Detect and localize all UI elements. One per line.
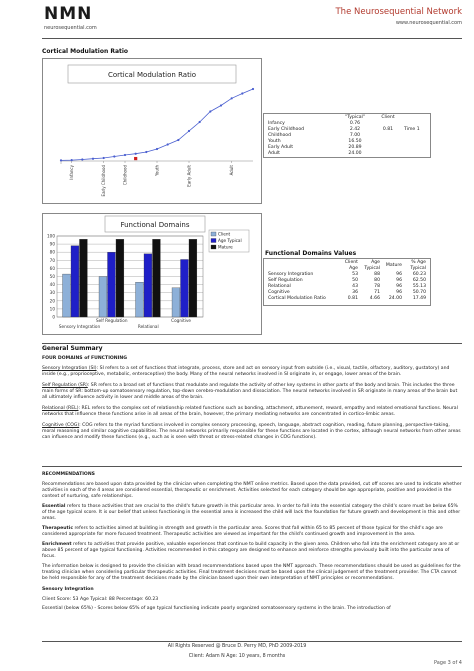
data-point: [241, 92, 243, 94]
data-point: [124, 154, 126, 156]
enrichment-term: Enrichment: [42, 542, 72, 547]
legend-label: Age Typical: [218, 238, 242, 244]
bar: [108, 252, 116, 317]
cell-typical: 20.89: [348, 145, 362, 150]
logo-subtitle: neurosequential.com: [44, 25, 97, 31]
header-divider: [42, 38, 462, 39]
legend-label: Client: [218, 231, 231, 237]
bar: [136, 282, 144, 317]
cog-term: Cognitive (COG): [42, 423, 80, 428]
bar: [116, 239, 124, 317]
data-point: [167, 143, 169, 145]
cell-value: 80: [374, 278, 380, 283]
summary-title: General Summary: [42, 345, 103, 352]
x-tick-label: Sensory Integration: [58, 324, 101, 329]
si-section-title: Sensory Integration: [42, 587, 94, 592]
rel-paragraph: [42, 406, 462, 418]
cog-text: : COG refers to the myriad functions involved in complex sensory processing, speech, language, abstract cognition, reading, future planning, perspective-taking, moral reasoning and similar cognitive capabilities. The neural networks primarily responsible for these functions are located in the cortex, although neural networks from other areas can influence and modify these functions (e.g., such as is seen with threat or stress-related changes in COG functions).: [42, 423, 461, 440]
functional-chart-title: Functional Domains: [120, 221, 190, 229]
cell-value: 78: [374, 284, 380, 289]
y-tick-label: 30: [49, 290, 55, 296]
x-tick-label: Relational: [137, 324, 159, 329]
page-number: Page 3 of 4: [433, 660, 462, 666]
y-tick-label: 80: [49, 249, 55, 255]
rel-text: : REL refers to the complex set of relationship related functions such as bonding, attachment, attunement, reward, empathy and related emotional functions. Neural networks that influence these functions arise in all areas of the brain, however, the primary mediating networks are concentrated in cortico-limbic areas.: [42, 406, 458, 417]
si-text: : SI refers to a set of functions that integrate, process, store and act on sensory input from outside (i.e., visual, tactile, olfactory, auditory, gustatory) and inside (e.g., proprioceptive, metabolic, enteroceptive) the body. Many of the neural networks involved in SI originate in, or engage, lower areas of the brain.: [42, 366, 450, 377]
cell-note: [402, 151, 422, 157]
x-tick-label: Childhood: [122, 165, 128, 186]
cell-label: Youth: [268, 139, 281, 144]
x-tick-label: Adult: [229, 165, 235, 176]
col-header-age-typical: Age Typical: [364, 260, 380, 271]
sr-paragraph: [42, 383, 462, 401]
essential-text: refers to those activities that are crucial to the child's future growth in this particular area. In order to fall into the essential category the child's score must be below 65% of the age typical score. It is our belief that unless functioning in the essential area is increased the child will lack the foundation for future growth and development in this and other areas.: [42, 504, 461, 521]
rec-paragraph: Recommendations are based upon data provided by the clinician when completing the NMT online metrics. Based upon the data provided, cut off scores are used to indicate whether activities in each of the 4 areas are considered essential, therapeutic or enrichment. Activities selected for each category should be age appropriate, positive and provided in the context of nurturing, safe relationships.: [42, 482, 462, 499]
data-point: [199, 121, 201, 123]
cell-typical: 24.00: [348, 151, 362, 156]
si-paragraph: [42, 366, 462, 378]
cell-value: 53: [352, 272, 358, 277]
legend-swatch: [211, 239, 216, 243]
cell-value: 71: [374, 290, 380, 295]
y-tick-label: 70: [49, 257, 55, 263]
legend-label: Mature: [218, 244, 233, 250]
bar: [144, 254, 152, 317]
essential-term: Essential: [42, 504, 66, 509]
recommendations-body: [42, 472, 462, 612]
bar: [79, 239, 87, 317]
y-tick-label: 60: [49, 265, 55, 271]
data-point: [188, 130, 190, 132]
col-header-pct-typical: % Age Typical: [410, 260, 426, 271]
bar: [181, 259, 189, 317]
y-tick-label: 20: [49, 298, 55, 304]
data-point: [177, 139, 179, 141]
cell-value: 17.49: [412, 296, 426, 301]
functional-chart-box: [42, 213, 262, 335]
bar: [189, 239, 197, 317]
y-tick-label: 90: [49, 241, 55, 247]
table-row: [266, 151, 422, 157]
col-header-mature: Mature: [385, 263, 402, 268]
si-essential-paragraph: Essential (below 65%) - Scores below 65% of age typical functioning indicate poorly organized somatosensory systems in the brain. The introduction of: [42, 606, 391, 611]
rel-term: Relational (REL): [42, 406, 79, 411]
si-scores: Client Score: 53 Age Typical: 88 Percentage: 60.23: [42, 597, 159, 602]
cell-value: 43: [352, 284, 358, 289]
cortical-line-chart: [43, 59, 261, 203]
functional-table-box: [263, 258, 431, 306]
data-point: [135, 153, 137, 155]
bar: [63, 274, 71, 317]
x-tick-label: Early Adult: [186, 165, 192, 187]
cell-value: 96: [396, 278, 402, 283]
therapeutic-paragraph: [42, 526, 462, 538]
data-point: [252, 88, 254, 90]
cell-value: 4.66: [369, 296, 380, 301]
x-tick-label: Infancy: [69, 165, 75, 180]
footer-client: Client: Adam N Age: 10 years, 8 months: [188, 654, 286, 659]
bar: [172, 288, 180, 317]
data-point: [113, 155, 115, 157]
cell-value: 36: [352, 290, 358, 295]
sr-term: Self Regulation (SR): [42, 383, 88, 388]
data-point: [60, 159, 62, 161]
legend-swatch: [211, 232, 216, 236]
bar: [152, 239, 160, 317]
col-header-client: Client: [381, 115, 395, 120]
sr-text: : SR refers to a broad set of functions that modulate and regulate the activity of other key systems in other parts of the body and brain. This includes the three main forms of SR: bottom-up somatosensory regulation, top-down cerebro-modulation and dissociation. The neural networks involved in SR originate in many areas of the brain but all ultimately influence activity in lower and middle areas of the brain.: [42, 383, 458, 400]
cell-typical: 2.42: [349, 127, 361, 132]
cell-label: Self Regulation: [268, 278, 303, 283]
cell-label: Early Adult: [268, 145, 294, 150]
y-tick-label: 100: [47, 233, 55, 239]
cell-label: Infancy: [268, 121, 285, 126]
cell-value: 88: [374, 272, 380, 277]
cell-note: Time 1: [404, 127, 420, 132]
cell-value: 55.13: [412, 284, 426, 289]
si-term: Sensory Integration (SI): [42, 366, 97, 371]
cell-typical: 16.50: [348, 139, 362, 144]
data-point: [71, 159, 73, 161]
cell-label: Relational: [268, 284, 291, 289]
cell-label: Early Childhood: [268, 127, 305, 132]
cortical-table-box: [263, 113, 431, 158]
data-point: [103, 157, 105, 159]
recommendations-title: RECOMMENDATIONS: [42, 472, 95, 477]
therapeutic-text: refers to activities aimed at building in strength and growth in the particular area. Scores that fall within 65 to 85 percent of those typical for the child's age are considered appropriate for more focused treatment. Therapeutic activities are viewed as important for the child's continued growth and improvement in the area.: [42, 526, 443, 537]
cell-value: 96: [396, 272, 402, 277]
cell-client: [374, 151, 402, 157]
cell-label: Sensory Integration: [268, 272, 314, 277]
cell-label: Adult: [268, 151, 280, 156]
functional-table: [266, 260, 428, 302]
cell-typical: 0.76: [349, 121, 361, 126]
cell-value: 62.50: [412, 278, 426, 283]
info-paragraph: The information below is designed to provide the clinician with broad recommendations based upon the NMT approach. These recommendations should be used as guidelines for the treating clinician when considering particular therapeutic activities. Final treatment decisions must be based upon the clinical judgement of the treatment provider. The CTA cannot be held responsible for any of the treatment decisions made by the clinician based upon their own interpretation of NMT principles or recommendations.: [42, 564, 461, 581]
cortical-chart-box: [42, 58, 262, 204]
x-tick-label: Youth: [154, 165, 160, 176]
col-header-typical: "Typical": [345, 115, 365, 120]
col-header-client-age: Client Age: [344, 260, 358, 271]
cell-label: Cortical Modulation Ratio: [268, 296, 326, 301]
enrichment-paragraph: [42, 542, 462, 560]
data-point: [209, 110, 211, 112]
table-row: [266, 296, 428, 302]
legend-swatch: [211, 245, 216, 249]
x-tick-label: Cognitive: [171, 318, 192, 323]
cell-value: 0.81: [347, 296, 358, 301]
essential-paragraph: [42, 504, 462, 522]
x-tick-label: Self Regulation: [95, 318, 128, 323]
data-point: [220, 104, 222, 106]
table-row: [266, 260, 428, 272]
bar: [71, 246, 79, 317]
data-point: [231, 97, 233, 99]
cortical-section-title: Cortical Modulation Ratio: [42, 48, 129, 55]
bar: [99, 277, 107, 318]
cell-value: 50: [352, 278, 358, 283]
data-point: [92, 158, 94, 160]
cell-value: 60.23: [412, 272, 426, 277]
cell-value: 96: [396, 290, 402, 295]
cell-value: 24.00: [388, 296, 402, 301]
therapeutic-term: Therapeutic: [42, 526, 74, 531]
cortical-table: [266, 115, 422, 157]
data-point: [81, 158, 83, 160]
recommendations-divider: [42, 466, 462, 467]
network-title: The Neurosequential Network: [335, 7, 462, 17]
cortical-chart-title: Cortical Modulation Ratio: [107, 71, 197, 79]
nmn-logo: NMN: [44, 4, 93, 24]
cell-value: 96: [396, 284, 402, 289]
footer-rights: All Rights Reserved @ Bruce D. Perry MD, PhD 2009-2019: [167, 644, 307, 649]
y-tick-label: 0: [52, 314, 55, 320]
client-point: [134, 157, 137, 160]
functional-section-title: Functional Domains Values: [265, 250, 357, 257]
cell-typical: 7.00: [349, 133, 361, 138]
four-domains-title: FOUR DOMAINS of FUNCTIONING: [42, 356, 127, 361]
network-url[interactable]: www.neurosequential.com: [395, 20, 462, 26]
summary-divider: [42, 343, 462, 344]
cell-value: 50.70: [412, 290, 426, 295]
data-point: [145, 151, 147, 153]
functional-bar-chart: [43, 214, 261, 334]
y-tick-label: 40: [49, 282, 55, 288]
enrichment-text: refers to activities that provide positive, valuable experiences that continue to build capacity in the given area. Children who fall into the enrichment category are at or above 85 percent of age typical functioning. Activities recommended in this category are designed to enhance and reinforce strengths previously built into the particular area of focus.: [42, 542, 460, 559]
y-tick-label: 50: [49, 274, 55, 279]
data-point: [156, 148, 158, 150]
footer-divider: [42, 641, 462, 642]
summary-body: [42, 356, 462, 445]
y-tick-label: 10: [49, 306, 55, 312]
cell-label: Cognitive: [268, 290, 290, 295]
cell-label: Childhood: [268, 133, 292, 138]
cog-paragraph: [42, 423, 462, 441]
x-tick-label: Early Childhood: [101, 165, 107, 197]
cell-client: 0.81: [382, 127, 394, 132]
